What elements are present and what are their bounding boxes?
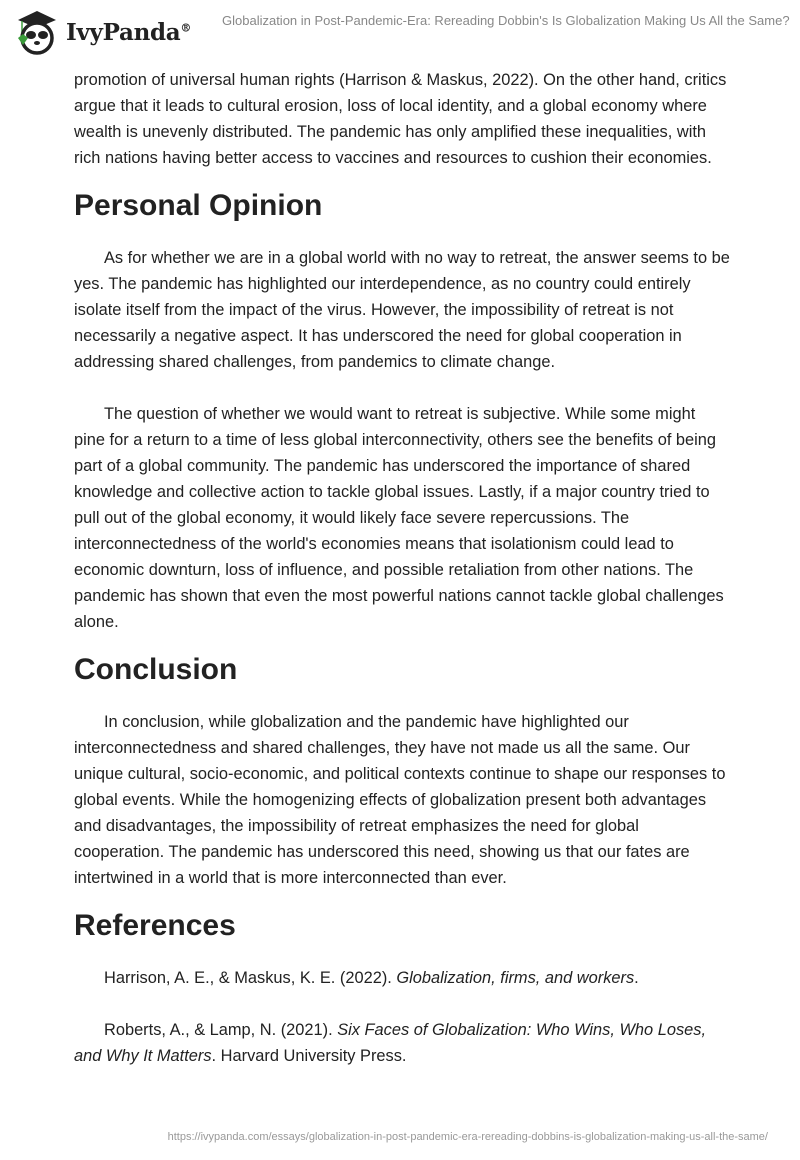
ivypanda-logo[interactable] xyxy=(14,8,191,56)
document-title: Globalization in Post-Pandemic-Era: Rereading Dobbin's Is Globalization Making Us All the Same? xyxy=(222,13,790,28)
paragraph: In conclusion, while globalization and the pandemic have highlighted our interconnectedness and shared challenges, they have not made us all the same. Our unique cultural, socio-economic, and political contexts continue to shape our responses to global events. While the homogenizing effects of globalization present both advantages and disadvantages, the impossibility of retreat emphasizes the need for global cooperation. The pandemic has underscored this need, showing us that our fates are intertwined in a world that is more interconnected than ever. xyxy=(74,713,726,887)
heading-conclusion: Conclusion xyxy=(74,653,238,686)
reference-item: Harrison, A. E., & Maskus, K. E. (2022). Globalization, firms, and workers. xyxy=(104,969,639,987)
paragraph: promotion of universal human rights (Harrison & Maskus, 2022). On the other hand, critics argue that it leads to cultural erosion, loss of local identity, and a global economy where wealth is unevenly distributed. The pandemic has only amplified these inequalities, with rich nations having better access to vaccines and resources to cushion their economies. xyxy=(74,71,727,167)
essay-content xyxy=(74,67,730,1095)
panda-logo-icon xyxy=(14,8,60,56)
reference-item: Roberts, A., & Lamp, N. (2021). Six Faces of Globalization: Who Wins, Who Loses, and Why It Matters. Harvard University Press. xyxy=(74,1021,707,1065)
heading-references: References xyxy=(74,909,236,942)
logo-text: IvyPanda® xyxy=(66,18,192,46)
page-header xyxy=(0,0,800,60)
source-url[interactable]: https://ivypanda.com/essays/globalization-in-post-pandemic-era-rereading-dobbins-is-globalization-making-us-all-the-same/ xyxy=(167,1131,768,1143)
heading-personal-opinion: Personal Opinion xyxy=(74,189,323,222)
paragraph: As for whether we are in a global world with no way to retreat, the answer seems to be yes. The pandemic has highlighted our interdependence, as no country could entirely isolate itself from the impact of the virus. However, the impossibility of retreat is not necessarily a negative aspect. It has underscored the need for global cooperation in addressing shared challenges, from pandemics to climate change. xyxy=(74,249,730,371)
paragraph: The question of whether we would want to retreat is subjective. While some might pine for a return to a time of less global interconnectivity, others see the benefits of being part of a global community. The pandemic has underscored the importance of shared knowledge and collective action to tackle global issues. Lastly, if a major country tried to pull out of the global economy, it would likely face severe repercussions. The interconnectedness of the world's economies means that isolationism could lead to economic downturn, loss of influence, and possible retaliation from other nations. The pandemic has shown that even the most powerful nations cannot tackle global challenges alone. xyxy=(74,405,724,631)
